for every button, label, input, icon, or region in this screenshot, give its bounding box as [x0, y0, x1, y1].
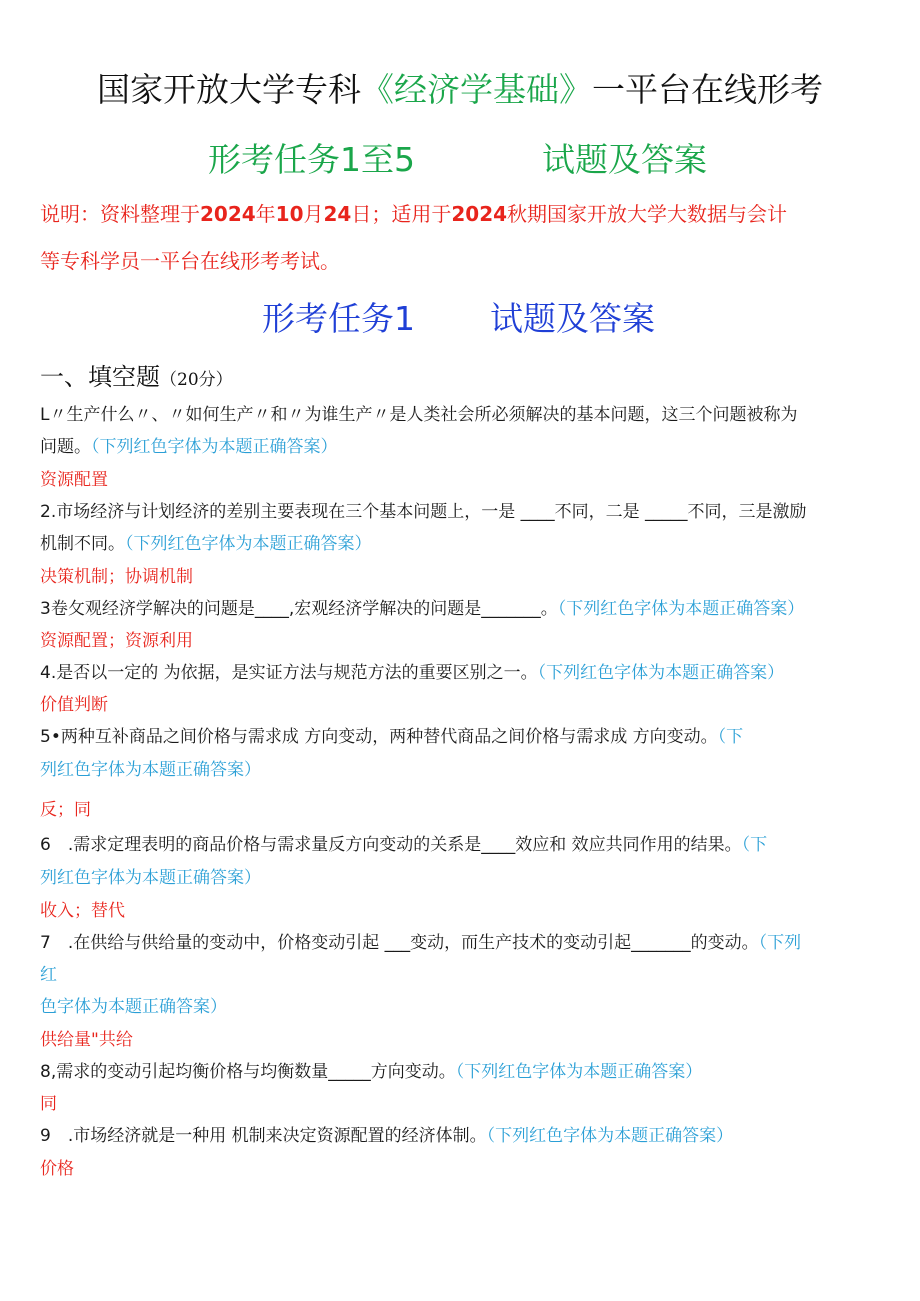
section-title-right: 试题及答案 — [490, 299, 655, 338]
answer-hint: （下列红色字体为本题正确答案） — [125, 534, 372, 554]
heading-points: （20分） — [160, 370, 233, 390]
question-text: 9 .市场经济就是一种用 机制来决定资源配置的经济体制。 — [40, 1126, 487, 1146]
note-text: 秋期国家开放大学大数据与会计 — [507, 202, 788, 226]
answer-5: 反；同 — [40, 800, 91, 820]
document-title — [0, 64, 920, 111]
answer-hint: （下列红色字体为本题正确答案） — [91, 437, 338, 457]
note-month: 10 — [275, 202, 304, 226]
note-text: 年 — [255, 202, 276, 226]
question-text: 问题。 — [40, 437, 91, 457]
question-5-line-2: 列红色字体为本题正确答案） — [40, 760, 261, 780]
answer-hint: （下列红色字体为本题正确答案） — [455, 1062, 703, 1082]
section-heading — [40, 357, 233, 392]
title-part-1: 国家开放大学专科 — [97, 70, 361, 109]
answer-hint: （下列红色字体为本题正确答案） — [557, 599, 805, 619]
question-text: 机制不同。 — [40, 534, 125, 554]
question-7-line-2: 红 — [40, 965, 57, 985]
note-year: 2024 — [451, 202, 508, 226]
heading-label: 一、填空题 — [40, 363, 160, 391]
question-1-line-1: L〃生产什么〃、〃如何生产〃和〃为谁生产〃是人类社会所必须解决的基本问题，这三个问题被称为 — [40, 405, 798, 425]
title-course-name: 《经济学基础》 — [361, 70, 592, 109]
answer-hint: （下列 — [758, 933, 802, 953]
title-part-3: 一平台在线形考 — [592, 70, 823, 109]
question-text: 8,需求的变动引起均衡价格与均衡数量_____方向变动。 — [40, 1062, 456, 1082]
answer-hint: （下列红色字体为本题正确答案） — [537, 663, 785, 683]
note-text: 日；适用于 — [351, 202, 452, 226]
answer-8: 同 — [40, 1094, 57, 1114]
answer-9: 价格 — [40, 1159, 74, 1179]
question-text: 7 .在供给与供给量的变动中，价格变动引起 ___变动，而生产技术的变动引起_______的变动。 — [40, 933, 759, 953]
note-text: 说明：资料整理于 — [40, 202, 200, 226]
question-2-line-1: 2.市场经济与计划经济的差别主要表现在三个基本问题上，一是 ____不同，二是 _____不同，三是激励 — [40, 502, 807, 522]
question-1-line-2 — [40, 432, 338, 457]
question-8-line-1 — [40, 1057, 702, 1082]
subtitle-right: 试题及答案 — [542, 140, 707, 179]
subtitle-left: 形考任务1至5 — [208, 140, 415, 179]
answer-4: 价值判断 — [40, 695, 108, 715]
section-title-left: 形考任务1 — [262, 299, 415, 338]
note-line-2: 等专科学员一平台在线形考考试。 — [40, 249, 340, 273]
note-text: 月 — [303, 202, 324, 226]
question-text: 6 .需求定理表明的商品价格与需求量反方向变动的关系是____效应和 效应共同作用的结果。 — [40, 835, 742, 855]
answer-1: 资源配置 — [40, 470, 108, 490]
question-5-line-1 — [40, 722, 743, 747]
note-line-1 — [40, 198, 787, 227]
answer-7: 供给量"共给 — [40, 1030, 133, 1050]
question-text: 5•两种互补商品之间价格与需求成 方向变动，两种替代商品之间价格与需求成 方向变动。 — [40, 727, 718, 747]
answer-2: 决策机制；协调机制 — [40, 567, 193, 587]
question-3-line-1 — [40, 594, 804, 619]
answer-3: 资源配置；资源利用 — [40, 631, 193, 651]
question-7-line-1 — [40, 928, 801, 953]
note-year: 2024 — [200, 202, 256, 226]
question-6-line-2: 列红色字体为本题正确答案） — [40, 868, 261, 888]
answer-hint: （下 — [717, 727, 744, 747]
question-6-line-1 — [40, 830, 767, 855]
question-9-line-1 — [40, 1121, 733, 1146]
question-text: 3卷攵观经济学解决的问题是____,宏观经济学解决的问题是_______。 — [40, 599, 558, 619]
answer-hint: （下 — [741, 835, 768, 855]
answer-hint: （下列红色字体为本题正确答案） — [486, 1126, 734, 1146]
question-4-line-1 — [40, 658, 784, 683]
question-text: 4.是否以一定的 为依据，是实证方法与规范方法的重要区别之一。 — [40, 663, 538, 683]
answer-6: 收入；替代 — [40, 901, 125, 921]
note-day: 24 — [323, 202, 352, 226]
question-7-line-3: 色字体为本题正确答案） — [40, 997, 227, 1017]
question-2-line-2 — [40, 529, 372, 554]
